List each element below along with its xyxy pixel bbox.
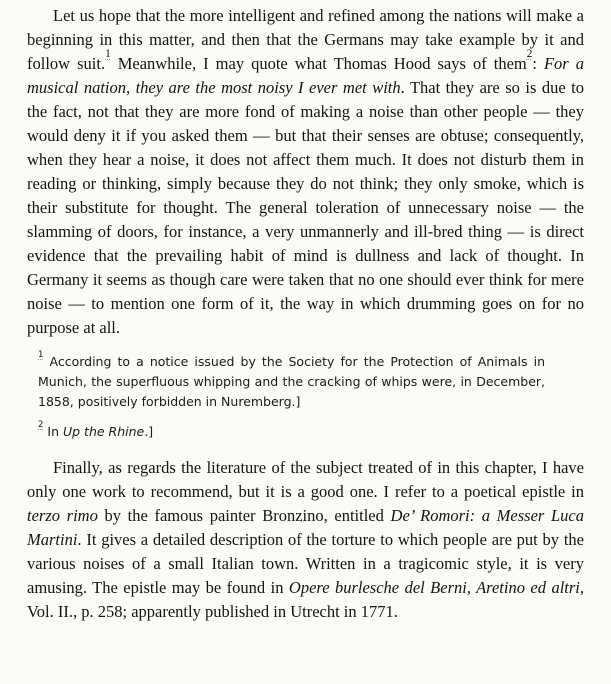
italic-text-run: terzo rimo xyxy=(27,506,98,525)
text-run: : xyxy=(532,54,544,73)
text-run: , Vol. II., p. 258; apparently published in Utrecht in 1771. xyxy=(27,578,584,621)
italic-text-run: For a musical nation, they are the most noisy I ever met with xyxy=(27,54,585,97)
text-run: by the famous painter Bronzino, entitled xyxy=(97,506,391,525)
italic-text-run: De’ Romori: a Messer Luca Martini xyxy=(27,506,585,549)
footnote xyxy=(38,352,545,412)
footnote-link[interactable]: 2 xyxy=(526,48,533,61)
text-run: . It gives a detailed description of the torture to which people are put by the various noises of a small Italian town. Written in a tragicomic style, it is very amusing. The epistle may be found in xyxy=(27,530,584,597)
text-run: Finally, as regards the literature of the subject treated of in this chapter, I have only one work to recommend, but it is a good one. I refer to a poetical epistle in xyxy=(27,458,584,501)
text-run: Let us hope that the more intelligent and refined among the nations will make a beginning in this matter, and then that the Germans may take example by it and follow suit. xyxy=(27,6,584,73)
footnote-link[interactable]: 1 xyxy=(38,350,44,361)
italic-text-run: Up the Rhine xyxy=(62,424,145,439)
footnote xyxy=(38,422,545,442)
text-run: .] xyxy=(144,424,154,439)
text-run: . That they are so is due to the fact, not that they are more fond of making a noise than other people — they would deny it if you asked them — but that their senses are obtuse; consequently, when they hear a noise, it does not affect them much. It does not disturb them in reading or thinking, simply because they do not think; they only smoke, which is their substitute for thought. The general toleration of unnecessary noise — the slamming of doors, for instance, a very unmannerly and ill-bred thing — is direct evidence that the prevailing habit of mind is dullness and lack of thought. In Germany it seems as though care were taken that no one should ever think for mere noise — to mention one form of it, the way in which drumming goes on for no purpose at all. xyxy=(27,78,584,337)
paragraph xyxy=(27,456,584,624)
italic-text-run: Opere burlesche del Berni, Aretino ed altri xyxy=(288,578,580,597)
page-content xyxy=(27,4,584,624)
text-run: In xyxy=(43,424,63,439)
footnote-link[interactable]: 1 xyxy=(105,48,111,61)
text-run: According to a notice issued by the Society for the Protection of Animals in Munich, the superfluous whipping and the cracking of whips were, in December, 1858, positively forbidden in Nuremberg.] xyxy=(38,354,545,409)
text-run: Meanwhile, I may quote what Thomas Hood says of them xyxy=(110,54,527,73)
paragraph xyxy=(27,4,584,340)
footnote-link[interactable]: 2 xyxy=(38,420,44,431)
